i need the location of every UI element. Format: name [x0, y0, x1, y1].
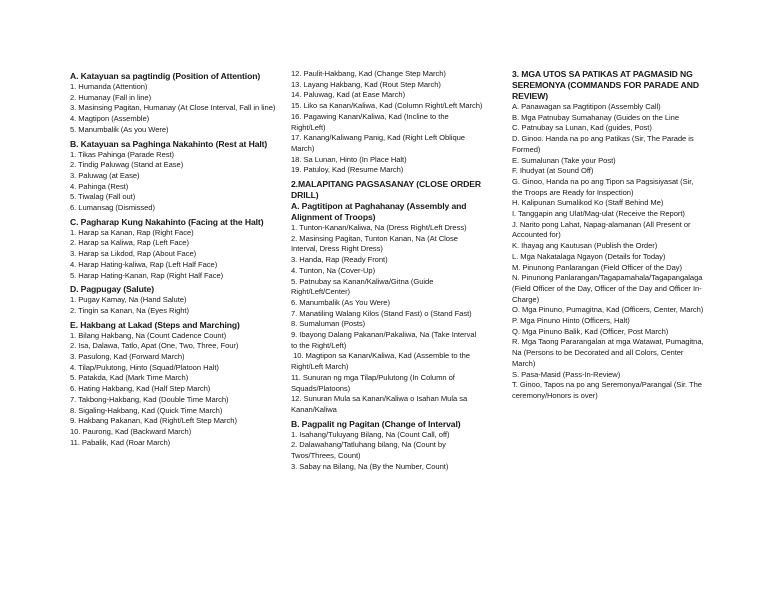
list-item: 18. Sa Lunan, Hinto (In Place Halt)	[291, 154, 407, 164]
section-title: B. Pagpalit ng Pagitan (Change of Interval)	[291, 418, 461, 429]
list-item: 1. Pugay Kamay, Na (Hand Salute)	[70, 295, 187, 305]
list-item: H. Kalipunan Sumalikod Ko (Staff Behind Me)	[512, 198, 664, 208]
list-item: G. Ginoo, Handa na po ang Tipon sa Pagsisiyasat (Sir, the Troops are Ready for Inspection)	[512, 176, 694, 197]
column-middle	[291, 69, 483, 473]
list-item: 1. Harap sa Kanan, Rap (Right Face)	[70, 227, 194, 237]
list-item: 4. Tunton, Na (Cover-Up)	[291, 265, 376, 275]
list-item: E. Sumalunan (Take your Post)	[512, 155, 616, 165]
section-steps-and-marching	[70, 320, 280, 449]
list-item: T. Ginoo, Tapos na po ang Seremonya/Parangal (Sir. The ceremony/Honors is over)	[512, 380, 702, 400]
list-item: 6. Hating Hakbang, Kad (Half Step March)	[70, 384, 211, 394]
list-item: 13. Layang Hakbang, Kad (Rout Step March)	[291, 79, 441, 89]
list-item: 5. Manumbalik (As you Were)	[70, 124, 169, 134]
list-item: 8. Sigaling-Hakbang, Kad (Quick Time March)	[70, 405, 223, 415]
list-item: 1. Isahang/Tuluyang Bilang, Na (Count Call, off)	[291, 429, 450, 439]
list-item: 3. Pasulong, Kad (Forward March)	[70, 352, 185, 362]
list-item: 1. Bilang Hakbang, Na (Count Cadence Count)	[70, 330, 227, 340]
list-item: 17. Kanang/Kaliwang Panig, Kad (Right Left Oblique March)	[291, 133, 465, 153]
list-item: 1. Tunton-Kanan/Kaliwa, Na (Dress Right/Left Dress)	[291, 223, 467, 233]
list-item: 2. Dalawahang/Tatluhang bilang, Na (Count by Twos/Threes, Count)	[291, 440, 446, 461]
list-item: I. Tanggapin ang Ulat/Mag-ulat (Receive the Report)	[512, 209, 685, 219]
list-item: 4. Magtipon (Assemble)	[70, 114, 150, 124]
list-item: 5. Harap Hating-Kanan, Rap (Right Half Face)	[70, 270, 224, 280]
section-title: 3. MGA UTOS SA PATIKAS AT PAGMASID NG SEREMONYA (COMMANDS FOR PARADE AND REVIEW)	[512, 69, 699, 101]
section-title: A. Pagtitipon at Paghahanay (Assembly and Alignment of Troops)	[291, 201, 467, 223]
list-item: 5. Tiwalag (Fall out)	[70, 192, 136, 202]
list-item: 12. Sunuran Mula sa Kanan/Kaliwa o Isahan Mula sa Kanan/Kaliwa	[291, 394, 468, 414]
section-position-of-attention	[70, 71, 280, 136]
list-item: A. Panawagan sa Pagtitipon (Assembly Call)	[512, 102, 661, 111]
list-item: 2. Isa, Dalawa, Tatlo, Apat (One, Two, Three, Four)	[70, 341, 239, 351]
list-item: 6. Manumbalik (As You Were)	[291, 297, 390, 307]
list-item: 15. Liko sa Kanan/Kaliwa, Kad (Column Right/Left March)	[291, 101, 483, 111]
list-item: 2. Tindig Paluwag (Stand at Ease)	[70, 160, 184, 170]
list-item: 14. Paluwag, Kad (at Ease March)	[291, 90, 406, 100]
list-item: 8. Sumaluman (Posts)	[291, 319, 366, 329]
list-item: 3. Handa, Rap (Ready Front)	[291, 255, 388, 265]
list-item: 4. Harap Hating-kaliwa, Rap (Left Half Face)	[70, 259, 218, 269]
column-left	[70, 71, 280, 448]
list-item: 7. Takbong-Hakbang, Kad (Double Time March)	[70, 394, 229, 404]
list-item: 11. Sunuran ng mga Tilap/Pulutong (In Column of Squads/Platoons)	[291, 372, 455, 393]
list-item: C. Patnubay sa Lunan, Kad (guides, Post)	[512, 123, 652, 133]
list-item: R. Mga Taong Pararangalan at mga Watawat, Pumagitna, Na (Persons to be Decorated and all Colors, Center March)	[512, 337, 704, 368]
list-item: 10. Magtipon sa Kanan/Kaliwa, Kad (Assemble to the Right/Left March)	[291, 351, 473, 372]
section-title: 2.MALAPITANG PAGSASANAY (CLOSE ORDER DRILL)	[291, 179, 481, 201]
list-item: 7. Manatiling Walang Kilos (Stand Fast) o (Stand Fast)	[291, 308, 472, 318]
list-item: P. Mga Pinuno Hinto (Officers, Halt)	[512, 316, 630, 326]
list-item: 2. Tingin sa Kanan, Na (Eyes Right)	[70, 305, 189, 315]
section-title: E. Hakbang at Lakad (Steps and Marching)	[70, 319, 240, 330]
list-item: N. Pinunong Panlarangan/Tagapamahala/Tagapangalaga (Field Officer of the Day, Officer of the Day and Officer In-Charge)	[512, 273, 703, 304]
list-item: S. Pasa-Masid (Pass-In-Review)	[512, 369, 621, 379]
list-item: 3. Masinsing Pagitan, Humanay (At Close Interval, Fall in line)	[70, 103, 276, 113]
section-title: D. Pagpugay (Salute)	[70, 284, 154, 295]
list-item: J. Narito pong Lahat, Napag-alamanan (All Present or Accounted for)	[512, 219, 691, 240]
list-item: Q. Mga Pinuno Balik, Kad (Officer, Post March)	[512, 326, 669, 336]
list-item: L. Mga Nakatalaga Ngayon (Details for Today)	[512, 251, 666, 261]
section-parade-and-review	[512, 69, 704, 402]
list-item: 12. Paulit-Hakbang, Kad (Change Step March)	[291, 69, 446, 78]
section-marching-continued	[291, 69, 483, 176]
section-close-order-drill	[291, 179, 483, 201]
column-right	[512, 69, 704, 402]
list-item: 4. Tilap/Pulutong, Hinto (Squad/Platoon Halt)	[70, 362, 219, 372]
list-item: 9. Hakbang Pakanan, Kad (Right/Left Step March)	[70, 416, 237, 426]
list-item: D. Ginoo. Handa na po ang Patikas (Sir, The Parade is Formed)	[512, 134, 694, 154]
list-item: 3. Harap sa Likdod, Rap (About Face)	[70, 249, 197, 259]
list-item: 2. Humanay (Fall in line)	[70, 92, 152, 102]
section-title: A. Katayuan sa pagtindig (Position of Attention)	[70, 71, 261, 81]
section-title: B. Katayuan sa Paghinga Nakahinto (Rest at Halt)	[70, 138, 268, 149]
list-item: 5. Patakda, Kad (Mark Time March)	[70, 373, 189, 383]
list-item: M. Pinunong Panlarangan (Field Officer of the Day)	[512, 262, 682, 272]
list-item: 5. Patnubay sa Kanan/Kaliwa/Gitna (Guide Right/Left/Center)	[291, 276, 434, 297]
list-item: 4. Pahinga (Rest)	[70, 181, 129, 191]
section-change-of-interval	[291, 419, 483, 473]
list-item: B. Mga Patnubay Sumahanay (Guides on the Line	[512, 112, 680, 122]
list-item: 1. Tikas Pahinga (Parade Rest)	[70, 149, 175, 159]
list-item: 2. Masinsing Pagitan, Tunton Kanan, Na (At Close Interval, Dress Right Dress)	[291, 233, 458, 254]
list-item: 2. Harap sa Kaliwa, Rap (Left Face)	[70, 238, 189, 248]
list-item: 16. Pagawing Kanan/Kaliwa, Kad (Incline to the Right/Left)	[291, 111, 449, 132]
list-item: O. Mga Pinuno, Pumagitna, Kad (Officers, Center, March)	[512, 305, 704, 315]
list-item: 9. Ibayong Dalang Pakanan/Pakaliwa, Na (Take Interval to the Right/Left)	[291, 330, 477, 350]
list-item: F. Ihudyat (at Sound Off)	[512, 166, 594, 176]
list-item: 3. Sabay na Bilang, Na (By the Number, Count)	[291, 461, 449, 471]
section-title: C. Pagharap Kung Nakahinto (Facing at the Halt)	[70, 216, 264, 227]
section-facing-at-halt	[70, 217, 280, 282]
section-rest-at-halt	[70, 139, 280, 214]
list-item: 19. Patuloy, Kad (Resume March)	[291, 165, 404, 175]
list-item: 3. Paluwag (at Ease)	[70, 170, 140, 180]
section-salute	[70, 284, 280, 316]
list-item: 6. Lumansag (Dismissed)	[70, 203, 155, 213]
list-item: K. Ihayag ang Kautusan (Publish the Order)	[512, 241, 658, 251]
section-assembly-and-alignment	[291, 201, 483, 416]
list-item: 11. Pabalik, Kad (Roar March)	[70, 437, 171, 447]
list-item: 10. Paurong, Kad (Backward March)	[70, 426, 192, 436]
list-item: 1. Humanda (Attention)	[70, 82, 148, 91]
